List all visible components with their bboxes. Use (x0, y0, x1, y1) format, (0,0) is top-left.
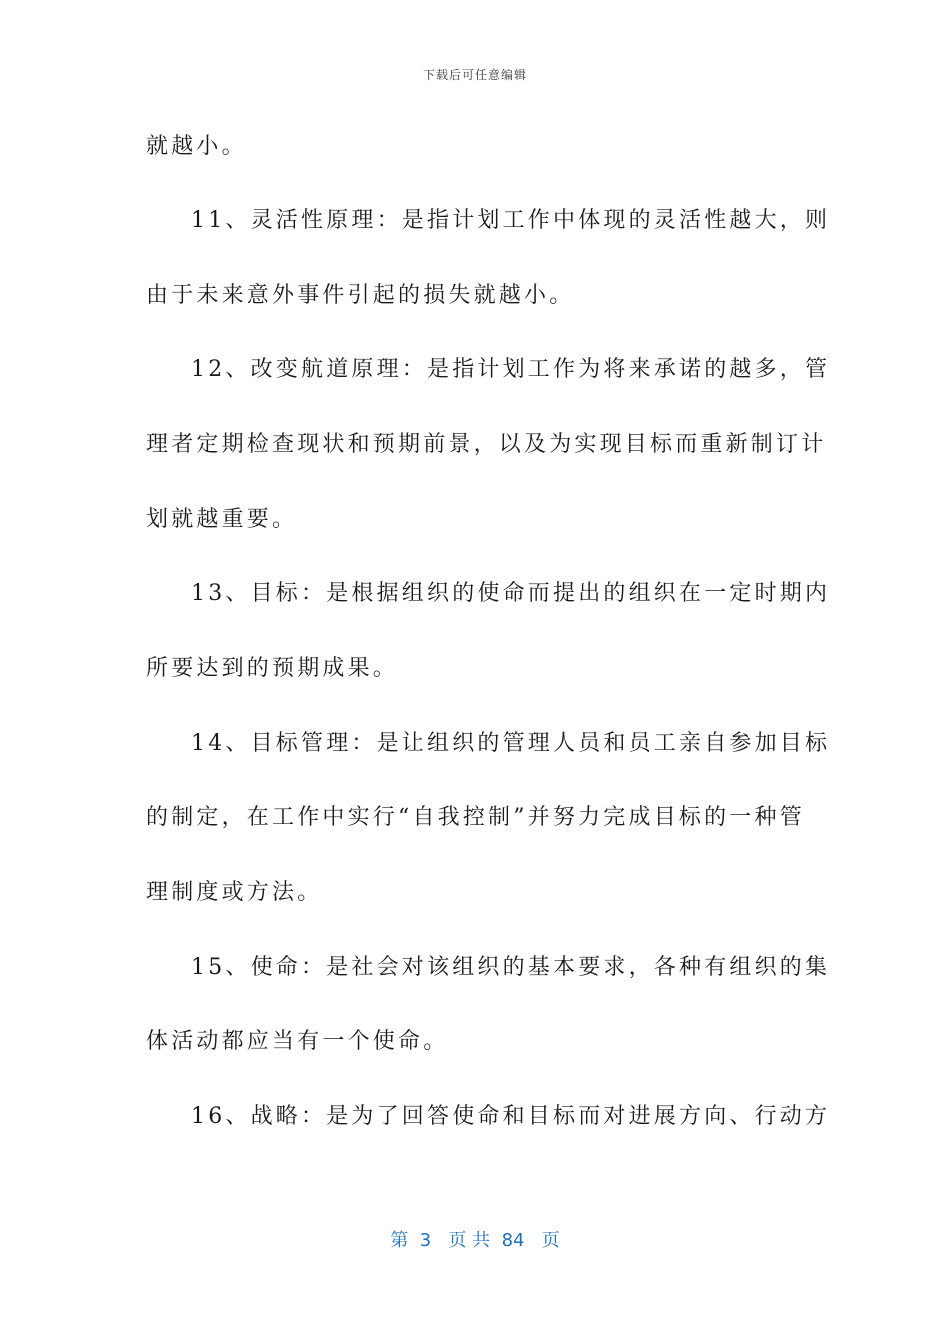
page-header-note: 下载后可任意编辑 (422, 68, 527, 82)
body-line: 所要达到的预期成果。 (146, 656, 399, 681)
body-line: 13、目标：是根据组织的使命而提出的组织在一定时期内 (191, 581, 831, 606)
page-number-footer: 第 3 页 共 84 页 (390, 1230, 560, 1251)
body-line: 由于未来意外事件引起的损失就越小。 (146, 283, 575, 308)
body-line: 划就越重要。 (146, 507, 298, 532)
body-line: 体活动都应当有一个使命。 (146, 1029, 449, 1054)
body-line: 15、使命：是社会对该组织的基本要求，各种有组织的集 (191, 955, 831, 980)
body-line: 理制度或方法。 (146, 880, 323, 905)
body-line: 12、改变航道原理：是指计划工作为将来承诺的越多，管 (191, 357, 831, 382)
body-line: 14、目标管理：是让组织的管理人员和员工亲自参加目标 (191, 731, 831, 756)
body-line: 11、灵活性原理：是指计划工作中体现的灵活性越大，则 (191, 208, 831, 233)
body-line: 16、战略：是为了回答使命和目标而对进展方向、行动方 (191, 1104, 831, 1129)
body-line: 的制定，在工作中实行“自我控制”并努力完成目标的一种管 (146, 805, 805, 830)
body-line: 理者定期检查现状和预期前景，以及为实现目标而重新制订计 (146, 432, 827, 457)
body-line: 就越小。 (146, 134, 247, 159)
